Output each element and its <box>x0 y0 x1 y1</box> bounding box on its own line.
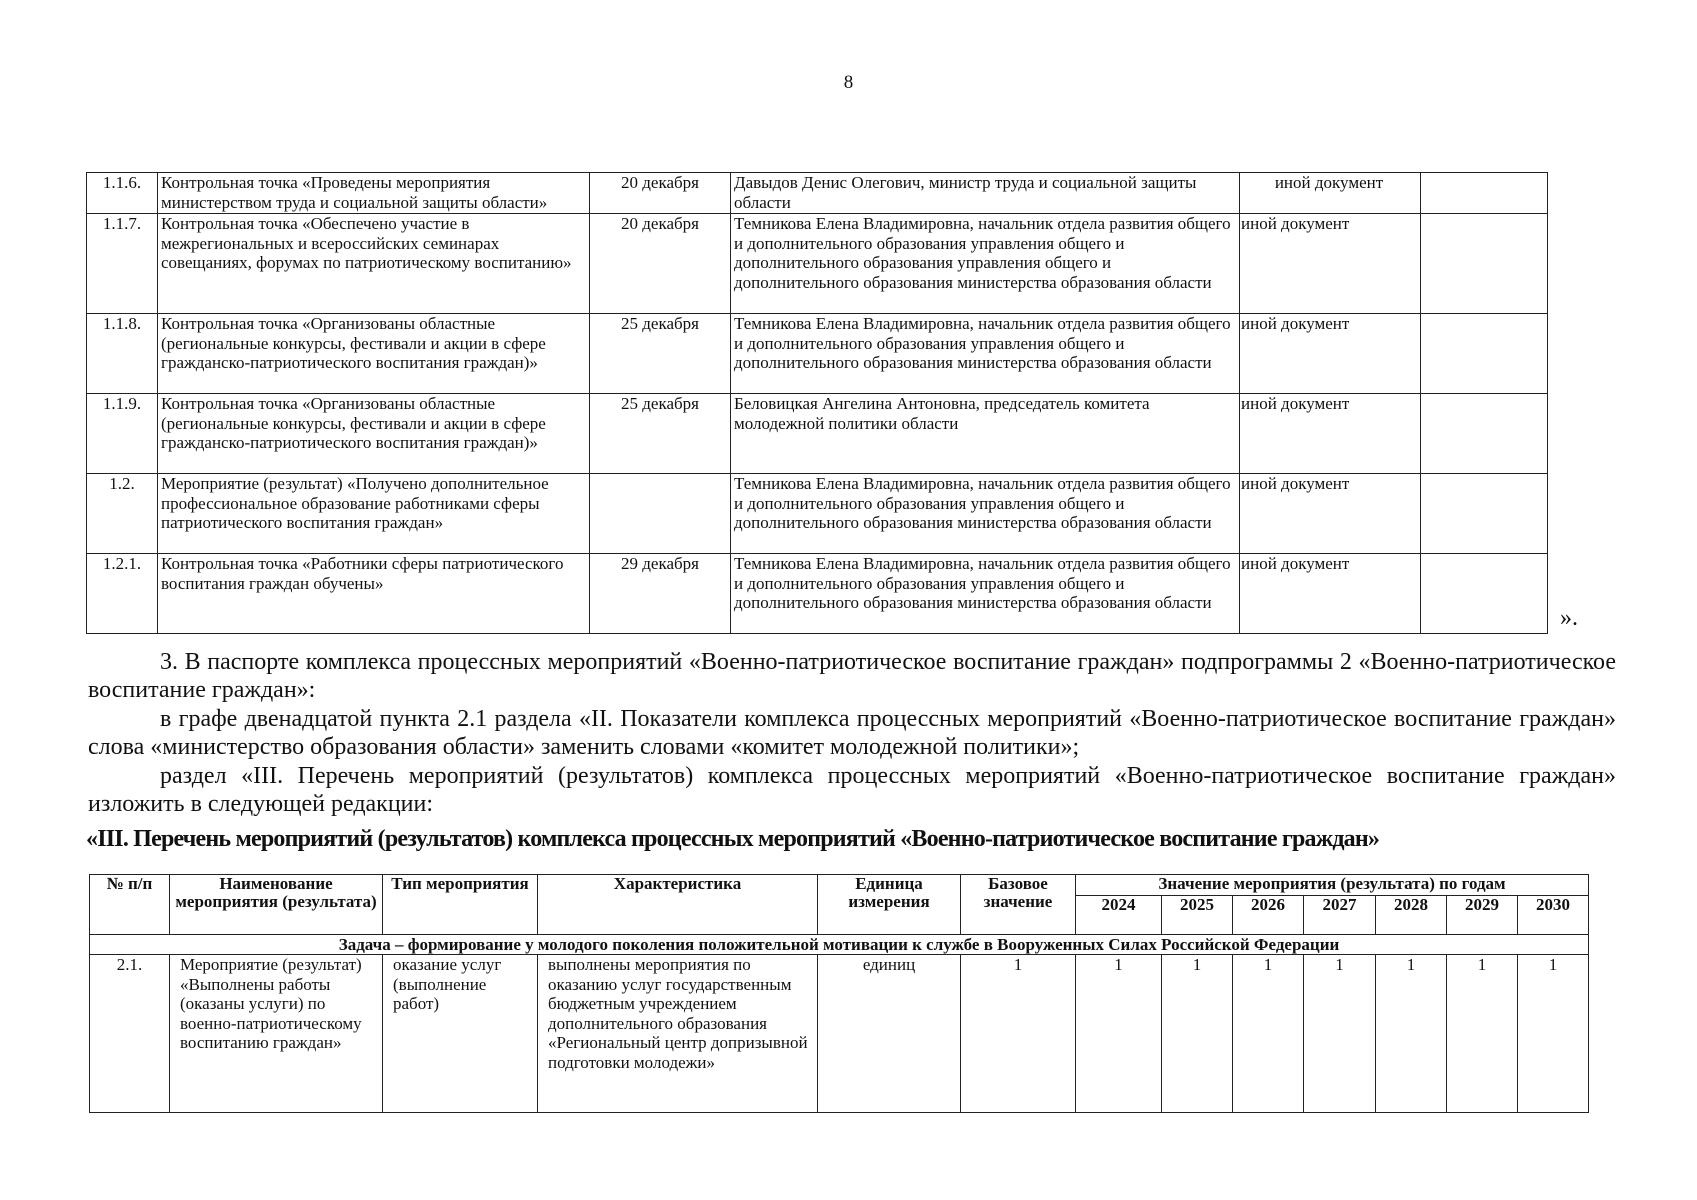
page-number: 8 <box>843 72 854 93</box>
row-number: 1.2. <box>87 474 158 554</box>
row-responsible: Темникова Елена Владимировна, начальник отдела развития общего и дополнительного образования управления общего и дополнительного образования управления общего и дополнительного образования министерства образования области <box>731 214 1240 314</box>
header-unit: Единица измерения <box>818 875 961 935</box>
row-name: Контрольная точка «Обеспечено участие в межрегиональных и всероссийских семинарах совещаниях, форумах по патриотическому воспитанию» <box>158 214 590 314</box>
row-date: 29 декабря <box>590 554 731 634</box>
table-row <box>87 554 1548 634</box>
paragraph-text: 3. В паспорте комплекса процессных мероприятий «Военно-патриотическое воспитание граждан» подпрограммы 2 «Военно-патриотическое воспитание граждан»: <box>88 649 1616 703</box>
table-row <box>87 474 1548 554</box>
row-extra <box>1421 173 1548 214</box>
row-extra <box>1421 474 1548 554</box>
table-row <box>87 214 1548 314</box>
row-date <box>590 474 731 554</box>
row-responsible: Темникова Елена Владимировна, начальник отдела развития общего и дополнительного образования управления общего и дополнительного образования министерства образования области <box>731 314 1240 394</box>
row-unit: единиц <box>818 955 961 1113</box>
row-characteristic: выполнены мероприятия по оказанию услуг государственным бюджетным учреждением дополнительного образования «Региональный центр допризывной подготовки молодежи» <box>538 955 818 1113</box>
row-value-2029: 1 <box>1447 955 1518 1113</box>
header-year: 2026 <box>1233 895 1304 934</box>
row-extra <box>1421 554 1548 634</box>
row-name: Мероприятие (результат) «Выполнены работы (оказаны услуги) по военно-патриотическому воспитанию граждан» <box>170 955 383 1113</box>
row-number: 1.2.1. <box>87 554 158 634</box>
row-type: оказание услуг (выполнение работ) <box>383 955 538 1113</box>
header-type: Тип мероприятия <box>383 875 538 935</box>
header-name: Наименование мероприятия (результата) <box>170 875 383 935</box>
table-row <box>87 173 1548 214</box>
header-year: 2025 <box>1162 895 1233 934</box>
header-year: 2030 <box>1518 895 1589 934</box>
paragraph-text: раздел «III. Перечень мероприятий (результатов) комплекса процессных мероприятий «Военно-патриотическое воспитание граждан» изложить в следующей редакции: <box>88 763 1616 817</box>
row-responsible: Давыдов Денис Олегович, министр труда и социальной защиты области <box>731 173 1240 214</box>
paragraph-item-3 <box>88 648 1616 704</box>
row-name: Контрольная точка «Работники сферы патриотического воспитания граждан обучены» <box>158 554 590 634</box>
task-row: Задача – формирование у молодого поколения положительной мотивации к службе в Вооруженных Силах Российской Федерации <box>90 935 1589 955</box>
activities-table-continued <box>86 172 1548 634</box>
row-date: 25 декабря <box>590 394 731 474</box>
row-base-value: 1 <box>961 955 1076 1113</box>
row-value-2030: 1 <box>1518 955 1589 1113</box>
row-date: 20 декабря <box>590 214 731 314</box>
row-document: иной документ <box>1240 173 1421 214</box>
row-value-2025: 1 <box>1162 955 1233 1113</box>
row-extra <box>1421 314 1548 394</box>
closing-quote: ». <box>1560 605 1578 631</box>
header-base: Базовое значение <box>961 875 1076 935</box>
row-number: 1.1.8. <box>87 314 158 394</box>
header-characteristic: Характеристика <box>538 875 818 935</box>
header-year: 2029 <box>1447 895 1518 934</box>
row-value-2024: 1 <box>1076 955 1162 1113</box>
row-value-2026: 1 <box>1233 955 1304 1113</box>
table-row <box>90 955 1589 1113</box>
row-number: 1.1.9. <box>87 394 158 474</box>
row-value-2027: 1 <box>1304 955 1376 1113</box>
row-responsible: Темникова Елена Владимировна, начальник отдела развития общего и дополнительного образования управления общего и дополнительного образования министерства образования области <box>731 474 1240 554</box>
row-value-2028: 1 <box>1376 955 1447 1113</box>
header-year: 2024 <box>1076 895 1162 934</box>
header-year: 2028 <box>1376 895 1447 934</box>
row-name: Контрольная точка «Проведены мероприятия министерством труда и социальной защиты области» <box>158 173 590 214</box>
row-name: Мероприятие (результат) «Получено дополнительное профессиональное образование работниками сферы патриотического воспитания граждан» <box>158 474 590 554</box>
paragraph-column-twelve <box>88 705 1616 761</box>
header-num: № п/п <box>90 875 170 935</box>
table-row <box>87 394 1548 474</box>
row-responsible: Беловицкая Ангелина Антоновна, председатель комитета молодежной политики области <box>731 394 1240 474</box>
row-document: иной документ <box>1240 214 1421 314</box>
header-year: 2027 <box>1304 895 1376 934</box>
paragraph-section-three <box>88 762 1616 818</box>
row-number: 1.1.6. <box>87 173 158 214</box>
table-row <box>87 314 1548 394</box>
section-title: «III. Перечень мероприятий (результатов) комплекса процессных мероприятий «Военно-патриотическое воспитание граждан» <box>86 826 1380 852</box>
paragraph-text: в графе двенадцатой пункта 2.1 раздела «II. Показатели комплекса процессных мероприятий «Военно-патриотическое воспитание граждан» слова «министерство образования области» заменить словами «комитет молодежной политики»; <box>88 706 1616 760</box>
row-responsible: Темникова Елена Владимировна, начальник отдела развития общего и дополнительного образования управления общего и дополнительного образования министерства образования области <box>731 554 1240 634</box>
activities-list-table <box>89 874 1589 1113</box>
row-extra <box>1421 394 1548 474</box>
row-number: 1.1.7. <box>87 214 158 314</box>
row-document: иной документ <box>1240 474 1421 554</box>
row-date: 20 декабря <box>590 173 731 214</box>
row-date: 25 декабря <box>590 314 731 394</box>
row-number: 2.1. <box>90 955 170 1113</box>
row-document: иной документ <box>1240 314 1421 394</box>
row-document: иной документ <box>1240 394 1421 474</box>
row-document: иной документ <box>1240 554 1421 634</box>
row-name: Контрольная точка «Организованы областные (региональные конкурсы, фестивали и акции в сфере гражданско-патриотического воспитания граждан)» <box>158 394 590 474</box>
header-years-group: Значение мероприятия (результата) по годам <box>1076 875 1589 896</box>
row-extra <box>1421 214 1548 314</box>
row-name: Контрольная точка «Организованы областные (региональные конкурсы, фестивали и акции в сфере гражданско-патриотического воспитания граждан)» <box>158 314 590 394</box>
